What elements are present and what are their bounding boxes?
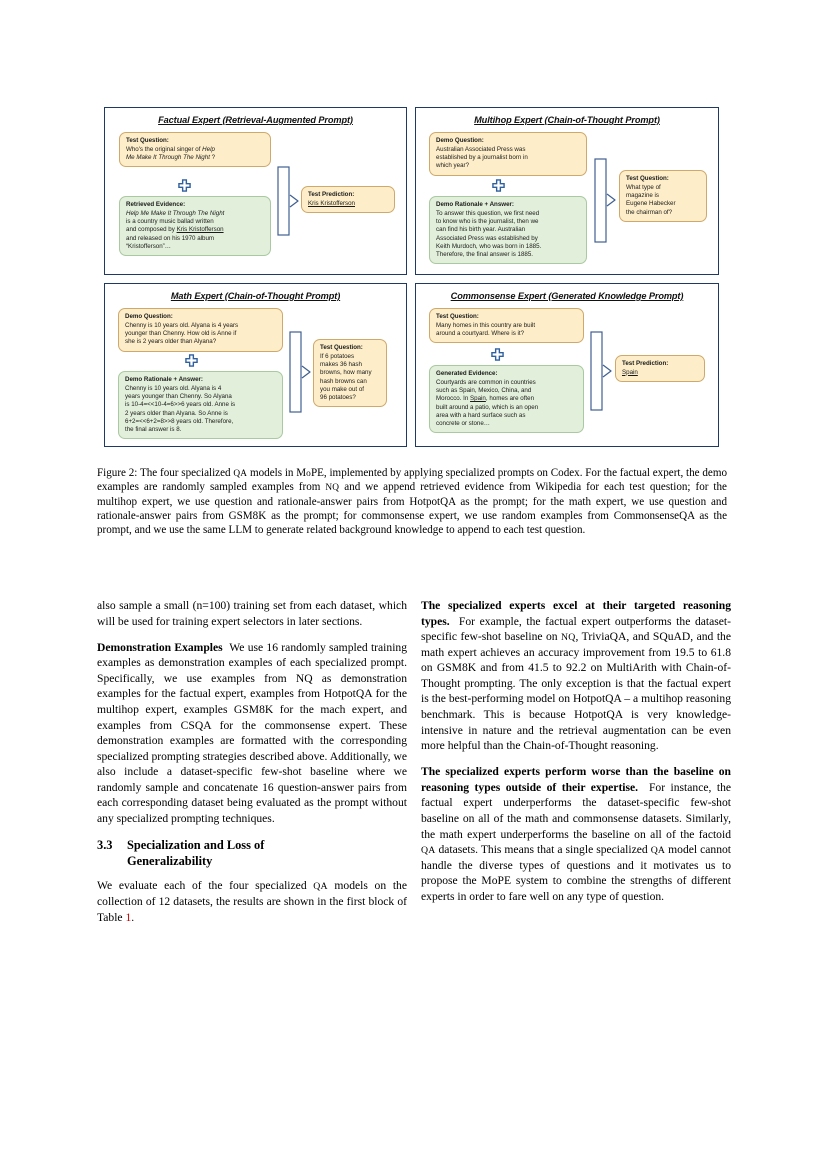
- plus-icon: [491, 348, 504, 361]
- runin-demonstration-examples: Demonstration Examples: [97, 640, 223, 654]
- panel-multihop-expert: [415, 107, 719, 275]
- runin-experts-worse: The specialized experts perform worse than the baseline on reasoning types outside of their expertise.: [421, 765, 731, 794]
- multihop-demo-question-box: Demo Question: Australian Associated Press was established by a journalist born in which year?: [429, 132, 587, 176]
- multihop-test-question-box: Test Question: What type of magazine is Eugene Habecker the chairman of?: [619, 170, 707, 222]
- body-column-right: [421, 598, 731, 904]
- section-number: 3.3: [97, 838, 113, 853]
- multihop-arrow-connector: [594, 158, 620, 243]
- paragraph-experts-excel: The specialized experts excel at their targeted reasoning types. For example, the factual expert outperforms the dataset-specific few-shot baseline on NQ, TriviaQA, and SQuAD, and the math expert achieves an accuracy improvement from 19.5 to 61.8 on GSM8K and from 41.5 to 92.2 on MultiArith with Chain-of-Thought prompting. The only exception is that the factual expert is the best-performing model on HotpotQA – a multihop reasoning benchmark. This is because HotpotQA is very knowledge-intensive in nature and the retrieval augmentation can be even more helpful than the Chain-of-Thought reasoning.: [421, 599, 732, 753]
- commonsense-test-question-box: Test Question: Many homes in this country are built around a courtyard. Where is it?: [429, 308, 584, 343]
- panel-commonsense-title: Commonsense Expert (Generated Knowledge Prompt): [450, 291, 684, 301]
- commonsense-generated-evidence-box: Generated Evidence: Courtyards are common in countries such as Spain, Mexico, China, and Morocco. In Spain, homes are often built around a patio, which is an open area with a hard surface such as concrete or stone…: [429, 365, 584, 433]
- paragraph-evaluate: We evaluate each of the four specialized QA models on the collection of 12 datasets, the results are shown in the first block of Table 1.: [97, 879, 407, 924]
- factual-retrieved-evidence-box: Retrieved Evidence: Help Me Make It Through The Night is a country music ballad written and composed by Kris Kristofferson and released on his 1970 album “Kristofferson”…: [119, 196, 271, 256]
- paragraph-sampling: also sample a small (n=100) training set from each dataset, which will be used for training expert selectors in later sections.: [97, 599, 407, 628]
- math-demo-question-box: Demo Question: Chenny is 10 years old. Alyana is 4 years younger than Chenny. How old is Anne if she is 2 years older than Alyana?: [118, 308, 283, 352]
- plus-icon: [185, 354, 198, 367]
- section-title: Specialization and Loss of Generalizability: [127, 838, 265, 869]
- panel-factual-expert: [104, 107, 407, 275]
- factual-test-question-box: Test Question: Who's the original singer of Help Me Make It Through The Night ?: [119, 132, 271, 167]
- factual-test-prediction-box: Test Prediction: Kris Kristofferson: [301, 186, 395, 213]
- math-test-question-box: Test Question: If 6 potatoes makes 36 hash browns, how many hash browns can you make out of 96 potatoes?: [313, 339, 387, 407]
- factual-arrow-connector: [277, 166, 303, 236]
- runin-experts-excel: The specialized experts excel at their targeted reasoning types.: [421, 599, 731, 628]
- paragraph-demonstration-examples: Demonstration Examples We use 16 randomly sampled training examples as demonstration examples of each specialized prompt. Specifically, we use examples from NQ as demonstration examples for the factual expert, examples from HotpotQA for the multihop expert, examples GSM8K for the mach expert, and examples from CSQA for the commonsense expert. These demonstration examples are formatted with the corresponding specialized prompting strategies described above. Additionally, we also include a dataset-specific few-shot baseline where we randomly sample and concatenate 16 question-answer pairs from each corresponding dataset being evaluated as the prompt without any specialized prompting techniques.: [97, 640, 408, 826]
- caption-label: Figure 2:: [97, 467, 138, 479]
- panel-math-title: Math Expert (Chain-of-Thought Prompt): [170, 291, 341, 301]
- figure-2: [104, 107, 719, 447]
- section-heading-3-3: [97, 837, 407, 869]
- figure-caption: Figure 2: The four specialized QA models in MoPE, implemented by applying specialized prompts on Codex. For the factual expert, the demo examples are randomly sampled examples from NQ and we append retrieved evidence from Wikipedia for each test question; for the multihop expert, we use question and rationale-answer pairs from HotpotQA as the prompt; for the math expert, we use question and rationale-answer pairs from GSM8K as the prompt; for commonsense expert, we use random examples from CommonsenseQA as the prompt, and we use the same LLM to generate related background knowledge to append to each test question.: [97, 467, 728, 537]
- panel-multihop-title: Multihop Expert (Chain-of-Thought Prompt): [474, 115, 660, 125]
- panel-factual-title: Factual Expert (Retrieval-Augmented Prompt): [158, 115, 353, 125]
- plus-icon: [178, 179, 191, 192]
- body-column-left: [97, 598, 407, 925]
- panel-commonsense-expert: [415, 283, 719, 447]
- plus-icon: [492, 179, 505, 192]
- commonsense-test-prediction-box: Test Prediction: Spain: [615, 355, 705, 382]
- multihop-demo-rationale-box: Demo Rationale + Answer: To answer this question, we first need to know who is the journalist, then we can find his birth year. Australian Associated Press was established by Keith Murdoch, who was born in 1885. Therefore, the final answer is 1885.: [429, 196, 587, 264]
- math-arrow-connector: [289, 331, 315, 413]
- math-demo-rationale-box: Demo Rationale + Answer: Chenny is 10 years old. Alyana is 4 years younger than Chenny. So Alyana is 10-4=<<10-4=6>>6 years old. Anne is 2 years older than Alyana. So Anne is 6+2=<<6+2=8>>8 years old. Therefore, the final answer is 8.: [118, 371, 283, 439]
- paragraph-experts-worse: The specialized experts perform worse than the baseline on reasoning types outside of their expertise. For instance, the factual expert underperforms the dataset-specific few-shot baseline on all of the math and commonsense datasets. Similarly, the math expert underperforms the baseline on all of the factoid QA datasets. This means that a single specialized QA model cannot handle the diverse types of questions and it motivates us to propose the MoPE system to combine the strengths of different experts in order to fare well on any type of question.: [421, 765, 732, 903]
- panel-math-expert: [104, 283, 407, 447]
- table-1-reference-link[interactable]: 1: [125, 910, 132, 924]
- commonsense-arrow-connector: [590, 331, 616, 411]
